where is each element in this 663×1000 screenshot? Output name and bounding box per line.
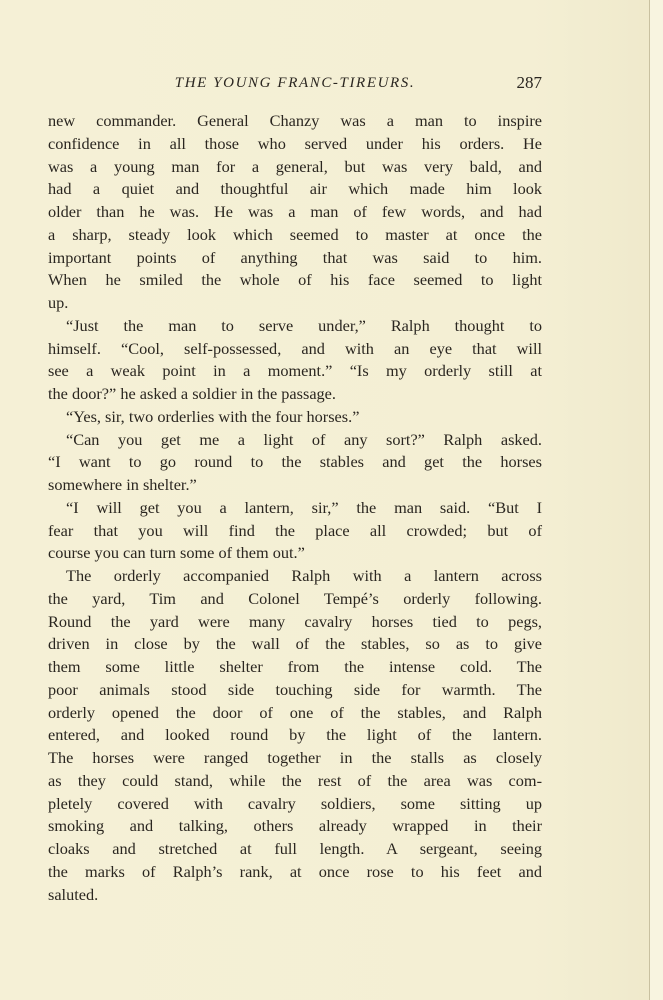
text-line: orderly opened the door of one of the stables, and Ralph	[48, 702, 542, 722]
running-title: THE YOUNG FRANC-TIREURS.	[174, 75, 416, 91]
text-line: up.	[48, 293, 69, 312]
text-line: cloaks and stretched at full length. A sergeant, seeing	[48, 839, 542, 858]
text-line: smoking and talking, others already wrapped in their	[48, 816, 542, 836]
text-line: them some little shelter from the intense cold. The	[48, 657, 542, 676]
running-header	[48, 72, 542, 98]
text-line: “I want to go round to the stables and get the horses	[48, 452, 542, 472]
text-line: the yard, Tim and Colonel Tempé’s orderly following.	[48, 588, 542, 608]
text-line: somewhere in shelter.”	[48, 475, 197, 494]
text-line: fear that you will find the place all crowded; but of	[48, 520, 542, 540]
text-line: the marks of Ralph’s rank, at once rose to his feet and	[48, 861, 542, 881]
text-line: Round the yard were many cavalry horses tied to pegs,	[48, 611, 542, 631]
text-line: The horses were ranged together in the stalls as closely	[48, 748, 542, 767]
text-line: “Just the man to serve under,” Ralph thought to	[66, 315, 542, 335]
text-line: new commander. General Chanzy was a man to inspire	[48, 111, 542, 130]
text-line: confidence in all those who served under his orders. He	[48, 133, 542, 153]
text-line: older than he was. He was a man of few words, and had	[48, 202, 542, 221]
text-line: “Yes, sir, two orderlies with the four horses.”	[66, 406, 360, 426]
page-number: 287	[516, 73, 542, 92]
text-line: course you can turn some of them out.”	[48, 543, 305, 563]
page-edge-strip	[650, 0, 663, 1000]
text-line: important points of anything that was said to him.	[48, 247, 542, 267]
text-line: “I will get you a lantern, sir,” the man said. “But I	[66, 497, 542, 517]
text-line: was a young man for a general, but was very bald, and	[48, 156, 542, 176]
text-line: as they could stand, while the rest of the area was com-	[48, 770, 542, 790]
text-line: entered, and looked round by the light of the lantern.	[48, 725, 542, 745]
text-line: pletely covered with cavalry soldiers, some sitting up	[48, 793, 542, 813]
text-line: himself. “Cool, self-possessed, and with an eye that will	[48, 338, 542, 358]
text-line: “Can you get me a light of any sort?” Ralph asked.	[66, 429, 542, 449]
body-text	[48, 110, 542, 906]
text-line: the door?” he asked a soldier in the passage.	[48, 384, 336, 403]
text-line: The orderly accompanied Ralph with a lantern across	[66, 566, 542, 585]
text-line: see a weak point in a moment.” “Is my orderly still at	[48, 361, 542, 381]
text-line: saluted.	[48, 884, 99, 904]
text-line: a sharp, steady look which seemed to master at once the	[48, 224, 542, 244]
text-line: When he smiled the whole of his face seemed to light	[48, 270, 542, 290]
text-line: poor animals stood side touching side for warmth. The	[48, 679, 542, 699]
text-line: driven in close by the wall of the stables, so as to give	[48, 634, 542, 654]
text-line: had a quiet and thoughtful air which made him look	[48, 179, 542, 199]
